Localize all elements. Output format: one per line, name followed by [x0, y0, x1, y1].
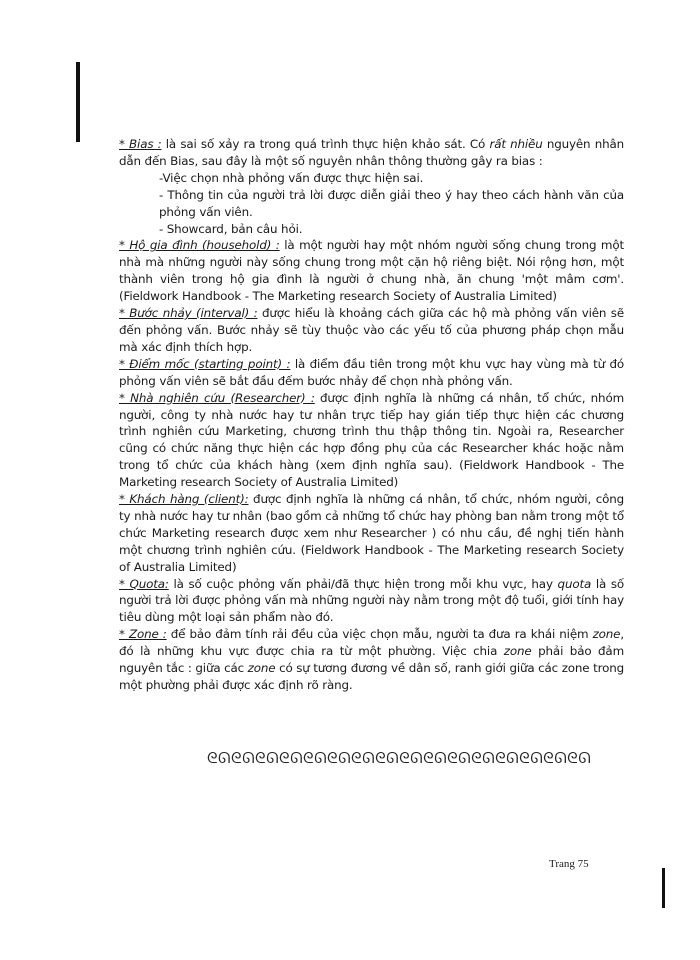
- starting-point-text: là điểm đầu tiên trong một khu vực hay vùng mà từ đó phỏng vấn viên sẽ bắt đầu đếm bước nhảy để chọn nhà phỏng vấn.: [119, 356, 624, 388]
- client-term: * Khách hàng (client):: [119, 492, 249, 507]
- zone-term: * Zone :: [119, 627, 167, 642]
- glossary-content: [119, 136, 624, 694]
- quota-text-b: là số người trả lời được phỏng vấn mà những người này nằm trong một độ tuổi, giới tính hay tiêu dùng một loại sản phẩm nào đó.: [119, 576, 624, 625]
- right-edge-mark: [662, 868, 665, 908]
- bias-text-b: nguyên nhân dẫn đến Bias, sau đây là một số nguyên nhân thông thường gây ra bias :: [119, 137, 624, 168]
- bias-item-2: - Thông tin của người trả lời được diễn giải theo ý hay theo cách hành văn của phỏng vấn viên.: [159, 187, 624, 219]
- zone-definition: [119, 626, 624, 694]
- zone-text-a: để bảo đảm tính rải đều của việc chọn mẫu, người ta đưa ra khái niệm: [166, 627, 593, 642]
- client-definition: [119, 491, 624, 576]
- bias-term: * Bias :: [119, 137, 162, 151]
- quota-emphasis: quota: [557, 576, 592, 591]
- quota-text-a: là số cuộc phỏng vấn phải/đã thực hiện trong mỗi khu vực, hay: [168, 576, 558, 591]
- client-text: được định nghĩa là những cá nhân, tổ chức, nhóm người, công ty nhà nước hay tư nhân (bao gồm cả những tổ chức hay phòng ban nằm trong một tổ chức Marketing research được xem như Researcher ) có nhu cầu, đề nghị tiến hành một chương trình nghiên cứu. (Fieldwork Handbook - The Marketing research Society of Australia Limited): [119, 492, 624, 574]
- bias-definition: [119, 136, 624, 170]
- quota-term: * Quota:: [119, 576, 169, 591]
- decorative-divider: ᘓᘏᘓᘏᘓᘏᘓᘏᘓᘏᘓᘏᘓᘏᘓᘏᘓᘏᘓᘏᘓᘏᘓᘏᘓᘏᘓᘏᘓᘏᘓᘏ: [207, 749, 592, 767]
- starting-point-definition: [119, 356, 624, 390]
- left-edge-mark: [76, 62, 80, 142]
- starting-point-term: * Điểm mốc (starting point) :: [119, 356, 291, 371]
- researcher-text: được định nghĩa là những cá nhân, tổ chức, nhóm người, công ty nhà nước hay tư nhân trực tiếp hay gián tiếp thực hiện các chương trình nghiên cứu Marketing, chương trình thu thập thông tin. Ngoài ra, Researcher cũng có chức năng thực hiện các hợp đồng phụ của các Researcher khác hoặc nằm trong tổ chức của khách hàng (xem định nghĩa sau). (Fieldwork Handbook - The Marketing research Society of Australia Limited): [119, 390, 625, 490]
- bias-text-a: là sai số xảy ra trong quá trình thực hiện khảo sát. Có: [161, 137, 490, 151]
- quota-definition: [119, 576, 624, 627]
- zone-emphasis-3: zone: [247, 661, 276, 676]
- household-text: là một người hay một nhóm người sống chung trong một nhà mà những người này sống chung trong một cặn hộ riêng biệt. Nói rộng hơn, một thành viên trong hộ gia đình là người ở chung nhà, ăn chung 'một mâm cơm'.(Fieldwork Handbook - The Marketing research Society of Australia Limited): [119, 238, 624, 304]
- interval-term: * Bước nhảy (interval) :: [119, 306, 258, 321]
- researcher-term: * Nhà nghiên cứu (Researcher) :: [119, 390, 315, 405]
- zone-text-b: , đó là những khu vực được chia ra từ một phường. Việc chia: [119, 627, 624, 659]
- bias-emphasis: rất nhiều: [489, 137, 543, 151]
- household-definition: [119, 237, 624, 305]
- interval-text: được hiểu là khoảng cách giữa các hộ mà phỏng vấn viên sẽ đến phỏng vấn. Bước nhảy sẽ tùy thuộc vào các yếu tố của phương pháp chọn mẫu mà xác định thích hợp.: [119, 306, 624, 354]
- zone-emphasis-1: zone: [592, 627, 621, 642]
- interval-definition: [119, 305, 624, 356]
- bias-item-1: -Việc chọn nhà phỏng vấn được thực hiện sai.: [159, 170, 424, 185]
- bias-item-3: - Showcard, bản câu hỏi.: [159, 221, 303, 236]
- household-term: * Hộ gia đình (household) :: [119, 238, 280, 253]
- zone-text-d: có sự tương đương về dân số, ranh giới giữa các zone trong một phường phải được xác định rõ ràng.: [119, 661, 625, 692]
- zone-text-c: phải bảo đảm nguyên tắc : giữa các: [119, 644, 625, 676]
- researcher-definition: [119, 390, 624, 491]
- zone-emphasis-2: zone: [503, 644, 532, 659]
- page-number: Trang 75: [549, 858, 589, 870]
